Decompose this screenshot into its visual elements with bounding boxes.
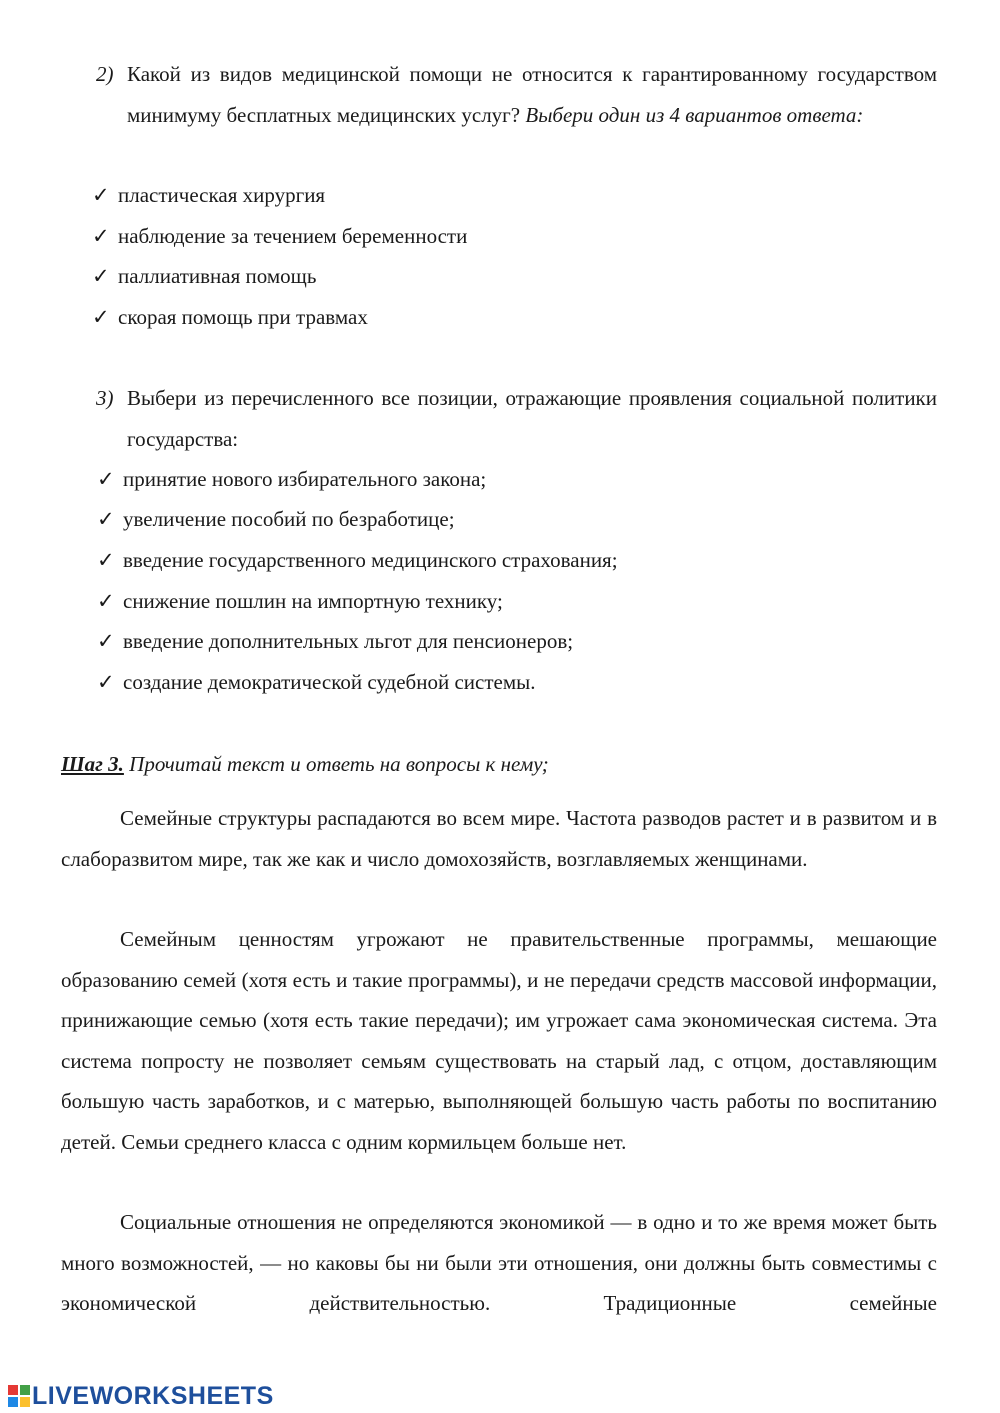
checkmark-icon: ✓ xyxy=(97,670,115,694)
question-3-text: Выбери из перечисленного все позиции, отражающие проявления социальной политики государства: xyxy=(127,386,937,451)
reading-paragraph: Семейные структуры распадаются во всем мире. Частота разводов растет и в развитом и в слаборазвитом мире, так же как и число домохозяйств, возглавляемых женщинами. xyxy=(61,806,937,871)
question-3 xyxy=(96,378,937,459)
question-2 xyxy=(96,54,937,135)
brand-name: LIVEWORKSHEETS xyxy=(32,1381,274,1410)
q3-option[interactable]: ✓ увеличение пособий по безработице; xyxy=(97,499,455,540)
q2-option[interactable]: ✓ наблюдение за течением беременности xyxy=(92,216,467,257)
reading-paragraph: Семейным ценностям угрожают не правительственные программы, мешающие образованию семей (хотя есть и такие программы), и не передачи средств массовой информации, принижающие семью (хотя есть такие передачи); им угрожает сама экономическая система. Эта система попросту не позволяет семьям существовать на старый лад, с отцом, доставляющим большую часть заработков, и с матерью, выполняющей большую часть работы по воспитанию детей. Семьи среднего класса с одним кормильцем больше нет. xyxy=(61,927,937,1154)
question-2-number: 2) xyxy=(96,62,114,86)
q3-option[interactable]: ✓ введение дополнительных льгот для пенсионеров; xyxy=(97,621,573,662)
checkmark-icon: ✓ xyxy=(97,507,115,531)
checkmark-icon: ✓ xyxy=(92,224,110,248)
checkmark-icon: ✓ xyxy=(92,264,110,288)
q2-option[interactable]: ✓ скорая помощь при травмах xyxy=(92,297,368,338)
step-3-text: Прочитай текст и ответь на вопросы к нему; xyxy=(123,752,549,776)
step-3-heading xyxy=(61,744,549,784)
q3-option[interactable]: ✓ принятие нового избирательного закона; xyxy=(97,459,486,500)
q3-option[interactable]: ✓ введение государственного медицинского страхования; xyxy=(97,540,618,581)
logo-blocks-icon xyxy=(8,1385,30,1407)
q3-option[interactable]: ✓ снижение пошлин на импортную технику; xyxy=(97,581,503,622)
reading-paragraph: Социальные отношения не определяются экономикой — в одно и то же время может быть много возможностей, — но каковы бы ни были эти отношения, они должны быть совместимы с экономической действительностью. Традиционные семейные xyxy=(61,1210,937,1315)
question-3-number: 3) xyxy=(96,386,114,410)
checkmark-icon: ✓ xyxy=(97,589,115,613)
checkmark-icon: ✓ xyxy=(92,305,110,329)
checkmark-icon: ✓ xyxy=(97,467,115,491)
question-2-text: Какой из видов медицинской помощи не относится к гарантированному государством минимуму бесплатных медицинских услуг? Выбери один из 4 вариантов ответа: xyxy=(127,62,937,127)
checkmark-icon: ✓ xyxy=(97,629,115,653)
question-2-instruction: Выбери один из 4 вариантов ответа: xyxy=(525,102,864,127)
step-3-label: Шаг 3. xyxy=(61,752,124,776)
checkmark-icon: ✓ xyxy=(92,183,110,207)
q2-option[interactable]: ✓ паллиативная помощь xyxy=(92,256,316,297)
q3-option[interactable]: ✓ создание демократической судебной системы. xyxy=(97,662,536,703)
footer-logo xyxy=(8,1381,274,1411)
checkmark-icon: ✓ xyxy=(97,548,115,572)
q2-option[interactable]: ✓ пластическая хирургия xyxy=(92,175,325,216)
